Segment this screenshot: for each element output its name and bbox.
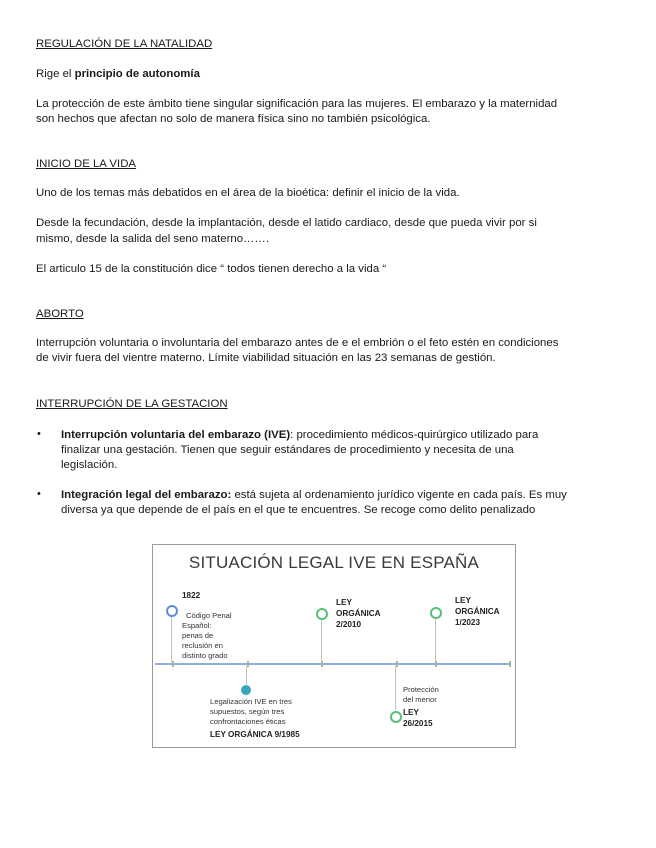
- bullet-2-line2: diversa ya que depende de el país en el que te encuentres. Se recoge como delito penalizado: [61, 504, 536, 516]
- event-2023-law-line1: LEY: [455, 596, 471, 605]
- principle-line: [36, 67, 200, 82]
- bullet-2-line1: [61, 488, 631, 503]
- event-2023-law-line3: 1/2023: [455, 618, 481, 627]
- event-1822-desc3: penas de: [182, 631, 214, 640]
- bullet-2: •: [37, 488, 41, 500]
- event-1985-stem: [246, 666, 247, 686]
- timeline-tick: [396, 661, 398, 667]
- heading-interrupcion: INTERRUPCIÓN DE LA GESTACION: [36, 398, 228, 410]
- heading-inicio-vida: INICIO DE LA VIDA: [36, 158, 137, 170]
- heading-regulacion: REGULACIÓN DE LA NATALIDAD: [36, 38, 213, 50]
- event-1822-year: 1822: [182, 591, 201, 600]
- aborto-para-line1: Interrupción voluntaria o involuntaria del embarazo antes de e el embrión o el feto estén en condiciones: [36, 337, 559, 349]
- event-2015-stem: [395, 666, 396, 710]
- ive-definition-part1: : procedimiento médicos-quirúrgico utilizado para: [290, 429, 539, 441]
- event-2015-marker-icon: [390, 711, 402, 723]
- event-1822-marker-icon: [166, 605, 178, 617]
- event-2015-law-line1: LEY: [403, 708, 419, 717]
- event-1822-desc1: Código Penal: [186, 611, 232, 620]
- integracion-term: Integración legal del embarazo:: [61, 489, 232, 501]
- ive-term: Interrupción voluntaria del embarazo (IVE): [61, 429, 291, 441]
- event-2010-marker-icon: [316, 608, 328, 620]
- inicio-para-1: Uno de los temas más debatidos en el área de la bioética: definir el inicio de la vida.: [36, 187, 460, 199]
- event-2010-stem: [321, 620, 322, 662]
- event-1822-stem: [171, 617, 172, 662]
- integracion-definition-part1: está sujeta al ordenamiento jurídico vigente en cada país. Es muy: [231, 489, 567, 501]
- bullet-1: •: [37, 428, 41, 440]
- bullet-1-line2: finalizar una gestación. Tienen que seguir estándares de procedimiento y necesita de una: [61, 444, 514, 456]
- bullet-1-line3: legislación.: [61, 459, 118, 471]
- inicio-para-3: El articulo 15 de la constitución dice “ todos tienen derecho a la vida “: [36, 263, 387, 275]
- inicio-para-2-line2: mismo, desde la salida del seno materno…….: [36, 233, 269, 245]
- event-2023-stem: [435, 619, 436, 662]
- timeline-tick: [509, 661, 511, 667]
- event-2015-desc2: del menor: [403, 695, 437, 704]
- event-2015-law-line2: 26/2015: [403, 719, 433, 728]
- event-1822-desc5: distinto grado: [182, 651, 228, 660]
- event-2010-law-line3: 2/2010: [336, 620, 362, 629]
- event-2023-law-line2: ORGÁNICA: [455, 607, 500, 616]
- timeline-tick: [247, 661, 249, 667]
- timeline-tick: [172, 661, 174, 667]
- event-1822-desc2: Español:: [182, 621, 212, 630]
- principle-prefix: Rige el: [36, 68, 75, 80]
- event-1985-law: LEY ORGÁNICA 9/1985: [210, 730, 300, 739]
- timeline-axis: [155, 663, 510, 665]
- event-2010-law-line2: ORGÁNICA: [336, 609, 381, 618]
- event-1985-desc1: Legalización IVE en tres: [210, 697, 292, 706]
- heading-aborto: ABORTO: [36, 308, 84, 320]
- inicio-para-2-line1: Desde la fecundación, desde la implantación, desde el latido cardiaco, desde que pueda vivir por si: [36, 217, 537, 229]
- event-1822-desc4: reclusión en: [182, 641, 223, 650]
- event-2015-desc1: Protección: [403, 685, 439, 694]
- event-1985-desc2: supuestos, según tres: [210, 707, 285, 716]
- regulacion-para-line1: La protección de este ámbito tiene singular significación para las mujeres. El embarazo y la maternidad: [36, 98, 558, 110]
- timeline-title: SITUACIÓN LEGAL IVE EN ESPAÑA: [188, 553, 480, 572]
- aborto-para-line2: de vivir fuera del vientre materno. Límite viabilidad situación en las 23 semanas de gestión.: [36, 352, 496, 364]
- regulacion-para-line2: son hechos que afectan no solo de manera física sino no también psicológica.: [36, 113, 431, 125]
- timeline-figure: [152, 544, 516, 748]
- bullet-1-line1: [61, 428, 631, 443]
- event-1985-marker-icon: [241, 685, 251, 695]
- event-1985-desc3: confrontaciones éticas: [210, 717, 286, 726]
- event-2010-law-line1: LEY: [336, 598, 352, 607]
- event-2023-marker-icon: [430, 607, 442, 619]
- principle-bold: principio de autonomía: [74, 68, 200, 80]
